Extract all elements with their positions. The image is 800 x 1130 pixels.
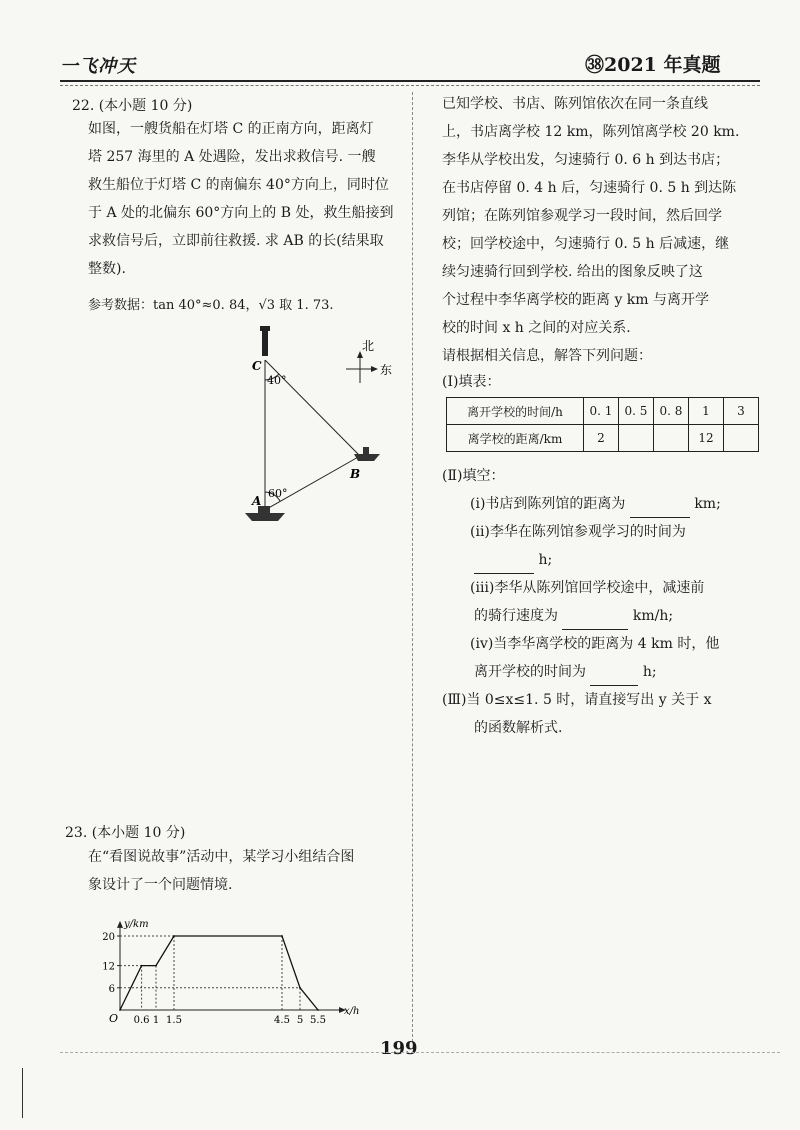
- page-number: 199: [380, 1038, 418, 1059]
- data-point: [317, 1009, 319, 1011]
- table-cell: 1: [689, 398, 724, 425]
- y-tick-label: 6: [108, 983, 115, 995]
- table-cell: 3: [724, 398, 759, 425]
- table-cell-blank[interactable]: [654, 425, 689, 452]
- label-b: B: [350, 467, 361, 481]
- data-point: [173, 935, 175, 937]
- q23-chart: [95, 905, 395, 1030]
- q23-context-line: 上，书店离学校 12 km，陈列馆离学校 20 km.: [442, 124, 740, 140]
- table-cell-blank[interactable]: [724, 425, 759, 452]
- q23-context-line: 已知学校、书店、陈列馆依次在同一条直线: [442, 96, 708, 112]
- answer-blank[interactable]: [630, 501, 690, 518]
- table-cell: 0. 5: [619, 398, 654, 425]
- q22-text: [88, 115, 408, 283]
- label-c: C: [252, 359, 262, 373]
- rescue-boat-cabin: [363, 447, 369, 454]
- q23-item-1: (ⅰ)书店到陈列馆的距离为 km;: [470, 490, 760, 518]
- x-tick-label: 1.5: [166, 1015, 182, 1026]
- table-cell-blank[interactable]: [619, 425, 654, 452]
- x-tick-label: 5.5: [310, 1015, 326, 1026]
- table-cell: 0. 1: [584, 398, 619, 425]
- q23-item-4: (ⅳ)当李华离学校的距离为 4 km 时，他: [470, 636, 720, 652]
- answer-blank[interactable]: [590, 669, 638, 686]
- compass-east: 东: [380, 363, 393, 377]
- q22-line: 整数).: [88, 261, 126, 277]
- angle-a-label: 60°: [268, 487, 288, 500]
- compass-icon: [346, 351, 378, 383]
- origin-label: O: [109, 1012, 119, 1025]
- header-rule-dashed: [60, 85, 760, 86]
- binding-edge-mark: [22, 1068, 23, 1118]
- series-line: [120, 936, 318, 1010]
- table-row-label: 离开学校的时间/h: [447, 398, 584, 425]
- q22-line: 救生船位于灯塔 C 的南偏东 40°方向上，同时位: [88, 177, 389, 193]
- table-cell: 0. 8: [654, 398, 689, 425]
- column-divider: [412, 92, 413, 1042]
- q23-intro-line: 在“看图说故事”活动中，某学习小组结合图: [88, 849, 355, 865]
- table-row-label: 离学校的距离/km: [447, 425, 584, 452]
- data-point: [281, 935, 283, 937]
- q23-intro-line: 象设计了一个问题情境.: [88, 877, 233, 893]
- q23-context-line: 李华从学校出发，匀速骑行 0. 6 h 到达书店；: [442, 152, 730, 168]
- q23-part3-line: (Ⅲ)当 0≤x≤1. 5 时，请直接写出 y 关于 x: [442, 692, 712, 708]
- x-tick-label: 1: [152, 1015, 160, 1026]
- chart-layer: [102, 919, 359, 1026]
- q23-item-3: (ⅲ)李华从陈列馆回学校途中，减速前: [470, 580, 705, 596]
- q22-line: 于 A 处的北偏东 60°方向上的 B 处，救生船接到: [88, 205, 394, 221]
- y-tick-label: 20: [102, 932, 115, 943]
- q23-part2: (Ⅱ)填空：: [442, 468, 505, 484]
- q23-intro: [88, 843, 408, 899]
- q23-item-2: (ⅱ)李华在陈列馆参观学习的时间为: [470, 524, 686, 540]
- q22-line: 如图，一艘货船在灯塔 C 的正南方向，距离灯: [88, 121, 374, 137]
- x-tick-label: 5: [296, 1015, 304, 1026]
- q22-line: 塔 257 海里的 A 处遇险，发出求救信号. 一艘: [88, 149, 376, 165]
- table-cell: 2: [584, 425, 619, 452]
- table-cell: 12: [689, 425, 724, 452]
- q23-context-line: 列馆；在陈列馆参观学习一段时间，然后回学: [442, 208, 722, 224]
- lighthouse-icon: [260, 326, 270, 356]
- q22-line: 求救信号后，立即前往救援. 求 AB 的长(结果取: [88, 233, 384, 249]
- x-tick-label: 4.5: [274, 1015, 290, 1026]
- compass-north: 北: [362, 339, 375, 353]
- q23-context-line: 续匀速骑行回到学校. 给出的图象反映了这: [442, 264, 703, 280]
- x-tick-label: 0.6: [133, 1015, 150, 1026]
- angle-c-label: 40°: [267, 374, 287, 387]
- q23-part3-line: 的函数解析式.: [474, 720, 563, 736]
- data-point: [119, 1009, 121, 1011]
- q23-context-line: 在书店停留 0. 4 h 后，匀速骑行 0. 5 h 到达陈: [442, 180, 737, 196]
- header-title: ㊳2021 年真题: [585, 54, 721, 76]
- q22-figure: [230, 320, 410, 535]
- line-ab: [265, 456, 360, 510]
- data-point: [141, 965, 143, 967]
- q23-context: [442, 90, 760, 370]
- rescue-boat-icon: [354, 454, 380, 461]
- q23-context-line: 校的时间 x h 之间的对应关系.: [442, 320, 631, 336]
- q23-part3: [442, 686, 760, 742]
- q23-part1: (Ⅰ)填表：: [442, 374, 501, 390]
- table-row: [447, 425, 759, 452]
- x-axis-label: x/h: [344, 1006, 360, 1017]
- q23-fill-table: [446, 397, 759, 452]
- header-logo: 一飞冲天: [60, 56, 136, 77]
- q23-context-line: 个过程中李华离学校的距离 y km 与离开学: [442, 292, 710, 308]
- answer-blank[interactable]: [562, 613, 628, 630]
- y-tick-label: 12: [102, 961, 115, 973]
- q23-context-line: 请根据相关信息，解答下列问题：: [442, 348, 652, 364]
- y-axis-label: y/km: [124, 918, 149, 930]
- data-point: [299, 987, 301, 989]
- q22-reference-data: 参考数据：tan 40°≈0. 84，√3 取 1. 73.: [88, 298, 334, 313]
- header-rule: [60, 80, 760, 82]
- cargo-boat-icon: [245, 513, 285, 521]
- q23-items: (ⅰ)书店到陈列馆的距离为 km; (ⅱ)李华在陈列馆参观学习的时间为 h; (ⅲ)李华从陈列馆回学校途中，减速前 的骑行速度为 km/h; (ⅳ)当李华离学校的距离为 4 km 时，他 离开学校的时间为 h;: [470, 490, 760, 686]
- q23-context-line: 校；回学校途中，匀速骑行 0. 5 h 后减速，继: [442, 236, 730, 252]
- q22-heading: 22. (本小题 10 分): [72, 98, 193, 114]
- data-point: [155, 965, 157, 967]
- y-axis-arrow: [117, 921, 123, 928]
- footer-rule: [60, 1052, 780, 1053]
- q23-heading: 23. (本小题 10 分): [65, 825, 186, 841]
- label-a: A: [252, 494, 262, 508]
- table-row: [447, 398, 759, 425]
- answer-blank[interactable]: [474, 557, 534, 574]
